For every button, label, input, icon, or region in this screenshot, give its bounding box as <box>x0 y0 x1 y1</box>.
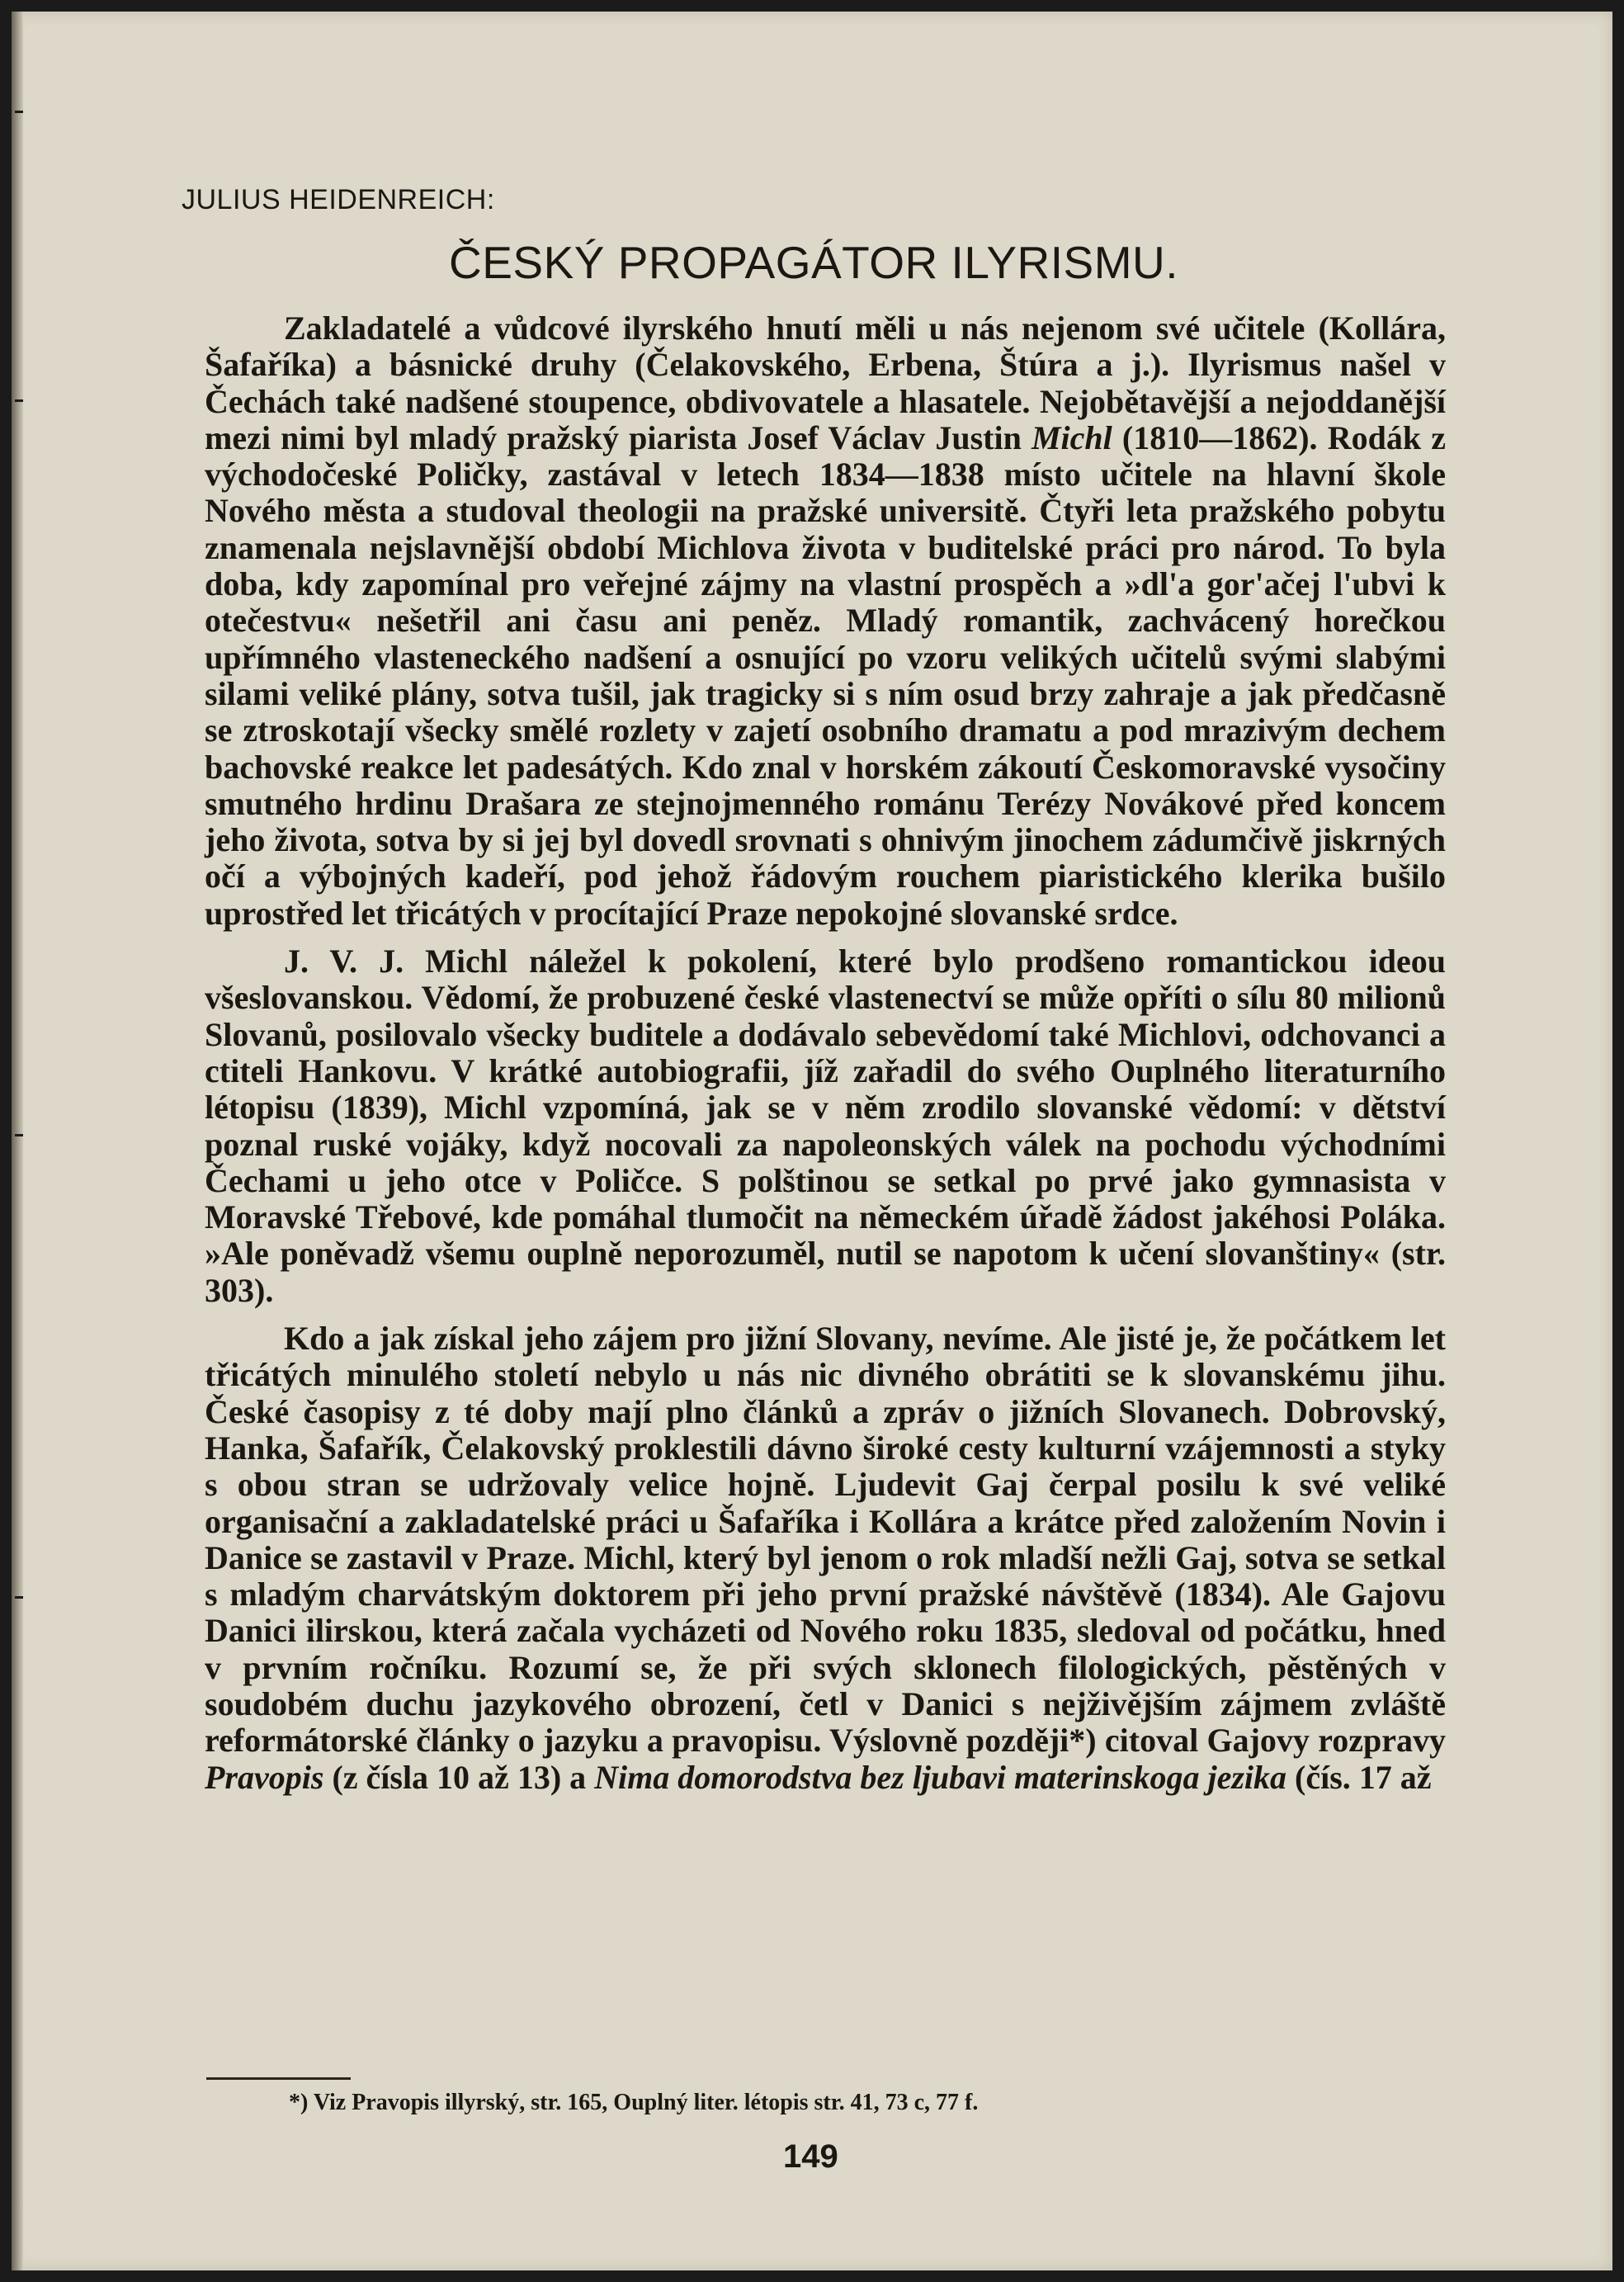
emphasis-title: Nima domorodstva bez ljubavi materinskoga jezika <box>594 1758 1287 1796</box>
page-number: 149 <box>783 2138 838 2175</box>
paragraph-text: Zakladatelé a vůdcové ilyrského hnutí měli u nás nejenom své učitele (Kollára, Šafaříka) a básnické druhy (Čelakovského, Erbena, Štúra a j.). Ilyrismus našel v Čechách také nadšené stoupence, obdivovatele a hlasatele. Nejobětavější a nejoddanější mezi nimi byl mladý pražský piarista Josef Václav Justin <box>205 309 1446 456</box>
article-body <box>205 310 1446 1796</box>
author-name: JULIUS HEIDENREICH: <box>182 184 495 215</box>
paragraph-1 <box>205 310 1446 932</box>
binding-edge <box>12 12 23 2270</box>
binding-mark <box>15 1596 23 1599</box>
emphasis-title: Pravopis <box>205 1758 324 1796</box>
binding-mark <box>15 111 23 113</box>
paragraph-text: (1810—1862). Rodák z východočeské Poličky, zastával v letech 1834—1838 místo učitele na hlavní škole Nového města a studoval theologii na pražské universitě. Čtyři leta pražského pobytu znamenala nejslavnější období Michlova života v buditelské práci pro národ. To byla doba, kdy zapomínal pro veřejné zájmy na vlastní prospěch a »dl'a gor'ačej l'ubvi k otečestvu« nešetřil ani času ani peněz. Mladý romantik, zachvácený horečkou upřímného vlasteneckého nadšení a osnující po vzoru velikých učitelů svými slabými silami veliké plány, sotva tušil, jak tragicky si s ním osud brzy zahraje a jak předčasně se ztroskotají všecky smělé rozlety v zajetí osobního dramatu a pod mrazivým dechem bachovské reakce let padesátých. Kdo znal v horském zákoutí Českomoravské vysočiny smutného hrdinu Drašara ze stejnojmenného románu Terézy Novákové před koncem jeho života, sotva by si jej byl dovedl srovnati s ohnivým jinochem zádumčivě jiskrných očí a výbojných kadeří, pod jehož řádovým rouchem piaristického klerika bušilo uprostřed let třicátých v procítající Praze nepokojné slovanské srdce. <box>205 418 1446 932</box>
paragraph-3 <box>205 1321 1446 1796</box>
paragraph-2: J. V. J. Michl náležel k pokolení, které bylo prodšeno romantickou ideou všeslovanskou. Vědomí, že probuzené české vlastenectví se může opříti o sílu 80 milionů Slovanů, posilovalo všecky buditele a dodávalo sebevědomí také Michlovi, odchovanci a ctiteli Hankovu. V krátké autobiografii, jíž zařadil do svého Ouplného literaturního létopisu (1839), Michl vzpomíná, jak se v něm zrodilo slovanské vědomí: v dětství poznal ruské vojáky, když nocovali za napoleonských válek na pochodu východními Čechami u jeho otce v Poličce. S polštinou se setkal po prvé jako gymnasista v Moravské Třebové, kde pomáhal tlumočit na německém úřadě žádost jakéhosi Poláka. »Ale poněvadž všemu ouplně neporozuměl, nutil se napotom k učení slovanštiny« (str. 303). <box>205 943 1446 1309</box>
paragraph-text: (z čísla 10 až 13) a <box>323 1758 595 1796</box>
binding-mark <box>15 399 23 402</box>
paragraph-text: (čís. 17 až <box>1286 1758 1432 1796</box>
footnote-divider <box>206 2077 351 2080</box>
article-title: ČESKÝ PROPAGÁTOR ILYRISMU. <box>449 237 1179 288</box>
book-page <box>12 12 1612 2270</box>
binding-mark <box>15 1134 23 1136</box>
emphasis-name: Michl <box>1031 418 1112 456</box>
footnote: *) Viz Pravopis illyrský, str. 165, Ouplný liter. létopis str. 41, 73 c, 77 f. <box>289 2090 979 2115</box>
paragraph-text: Kdo a jak získal jeho zájem pro jižní Slovany, nevíme. Ale jisté je, že počátkem let třicátých minulého století nebylo u nás nic divného obrátiti se k slovanskému jihu. České časopisy z té doby mají plno článků a zpráv o jižních Slovanech. Dobrovský, Hanka, Šafařík, Čelakovský proklestili dávno široké cesty kulturní vzájemnosti a styky s obou stran se udržovaly velice hojně. Ljudevit Gaj čerpal posilu k své veliké organisační a zakladatelské práci u Šafaříka i Kollára a krátce před založením Novin i Danice se zastavil v Praze. Michl, který byl jenom o rok mladší nežli Gaj, sotva se setkal s mladým charvátským doktorem při jeho první pražské návštěvě (1834). Ale Gajovu Danici ilirskou, která začala vycházeti od Nového roku 1835, sledoval od počátku, hned v prvním ročníku. Rozumí se, že při svých sklonech filologických, pěstěných v soudobém duchu jazykového obrození, četl v Danici s nejživějším zájmem zvláště reformátorské články o jazyku a pravopisu. Výslovně později*) citoval Gajovy rozpravy <box>205 1320 1446 1760</box>
